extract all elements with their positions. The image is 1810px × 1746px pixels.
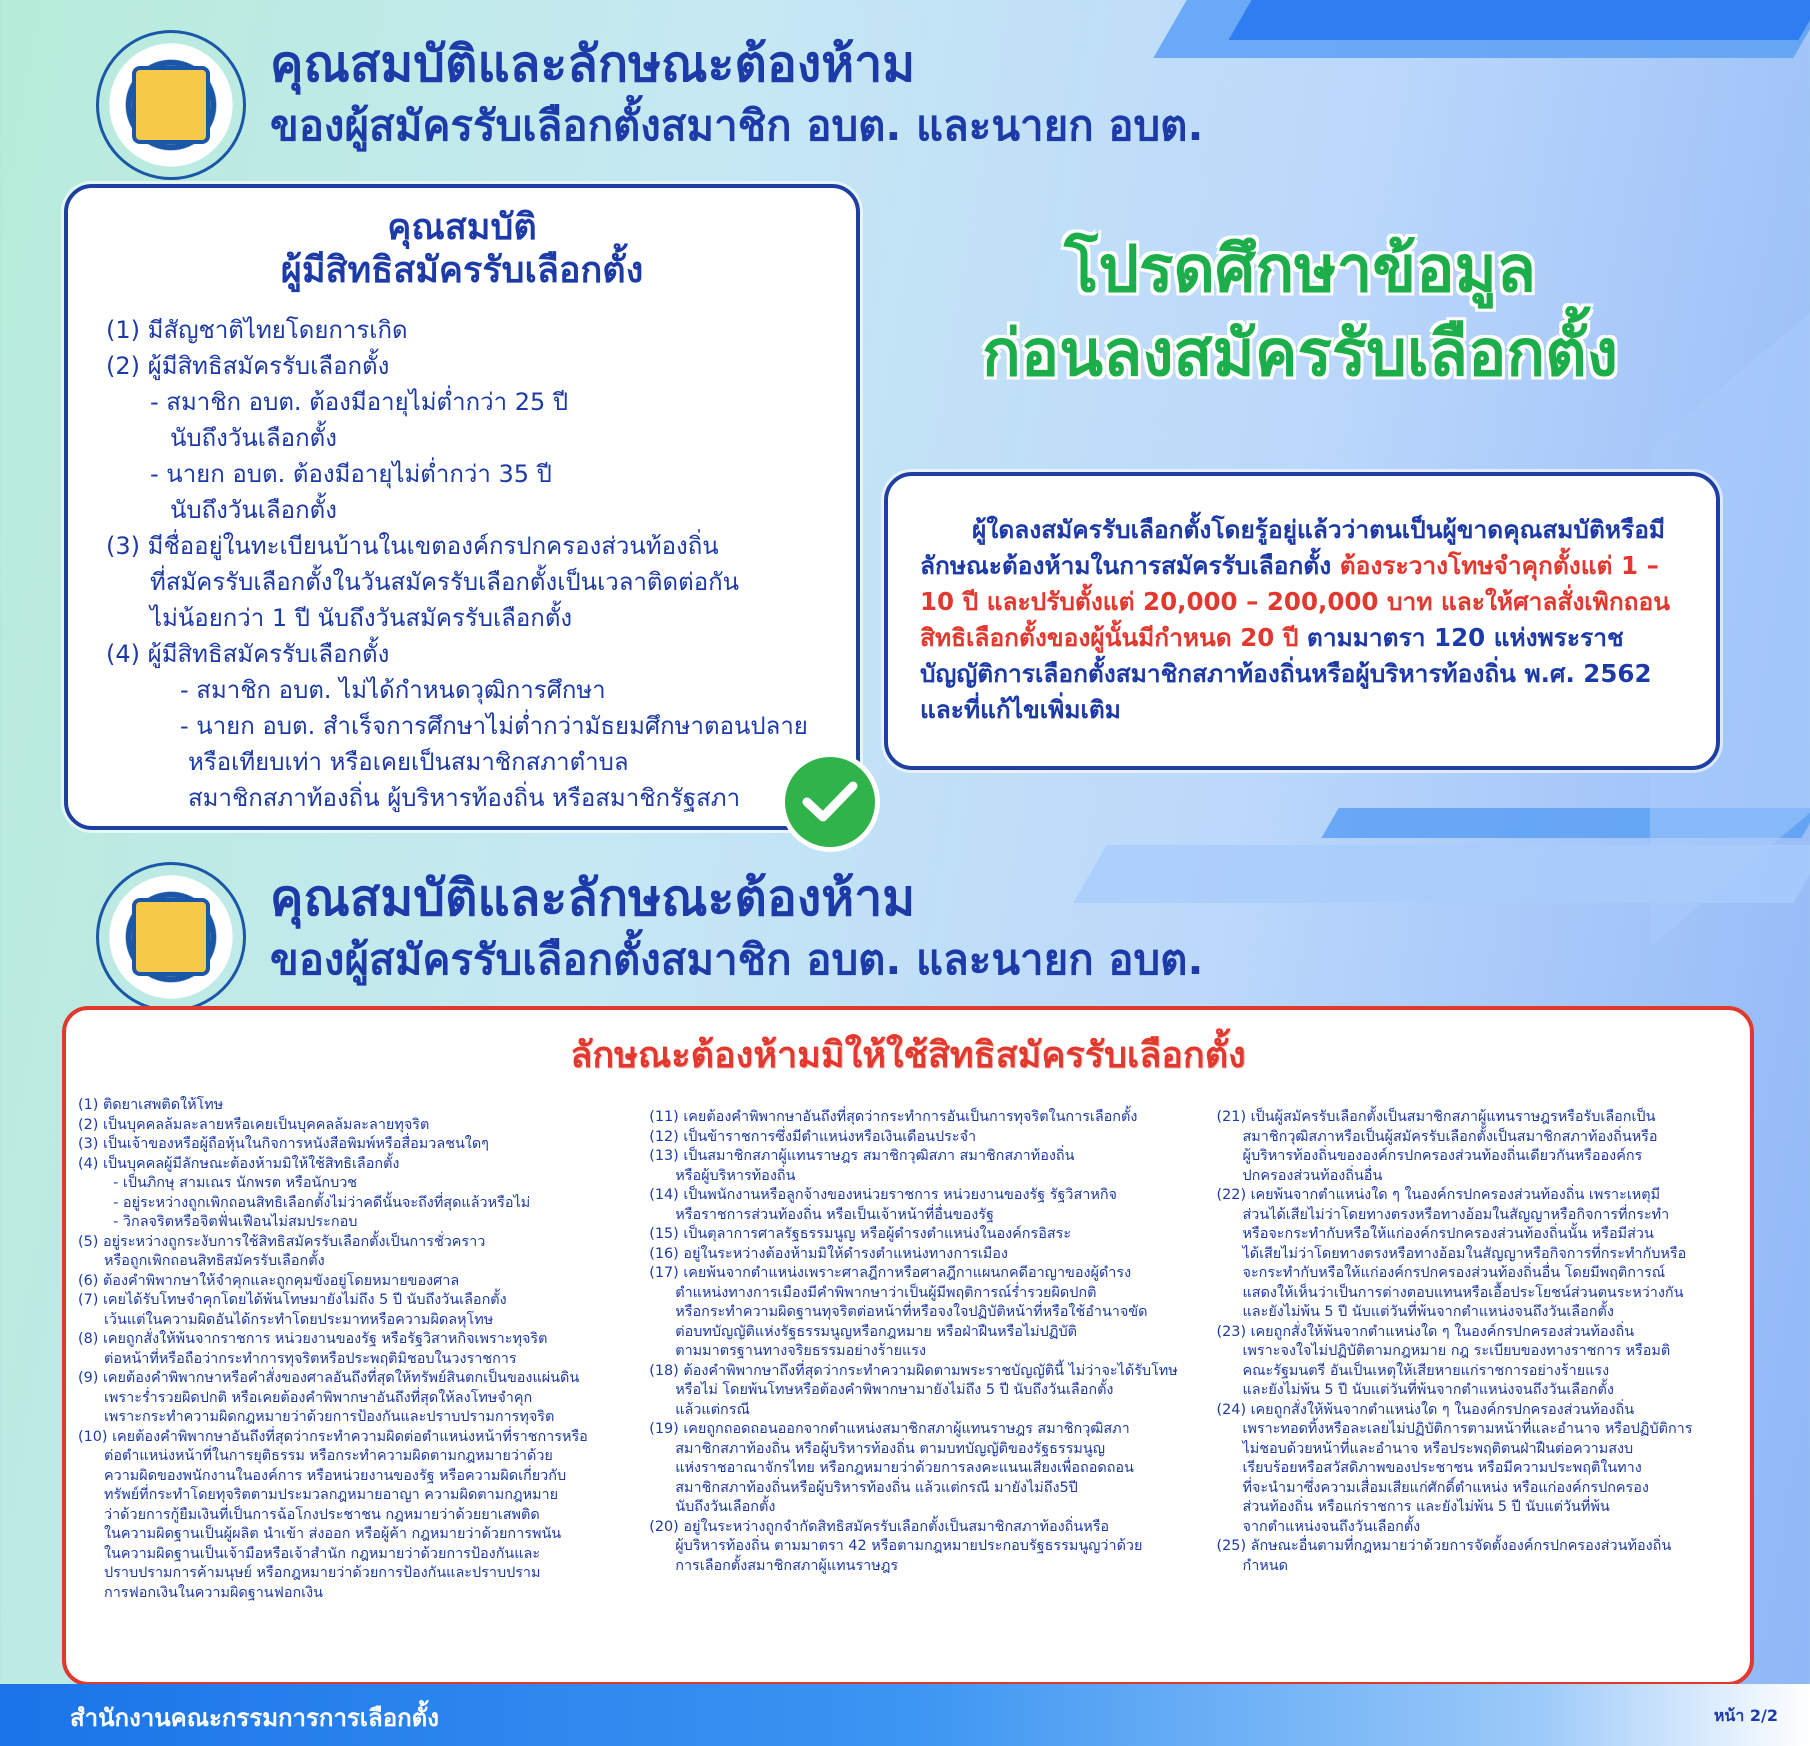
prohibition-col-3 [1217,1092,1738,1603]
prohibition-item: ส่วนได้เสียไม่ว่าโดยทางตรงหรือทางอ้อมในสัญญาหรือกิจการที่กระทำ [1242,1206,1670,1223]
prohibition-item: ส่วนท้องถิ่น หรือแก่ราชการ และยังไม่พ้น 5 ปี นับแต่วันที่พ้น [1242,1499,1610,1515]
prohibition-item: (25) ลักษณะอื่นตามที่กฎหมายว่าด้วยการจัดตั้งองค์กรปกครองส่วนท้องถิ่น [1216,1538,1672,1554]
prohibition-item: และยังไม่พ้น 5 ปี นับแต่วันที่พ้นจากตำแหน่งจนถึงวันเลือกตั้ง [1242,1304,1614,1320]
prohibition-item: ในความผิดฐานเป็นผู้ผลิต นำเข้า ส่งออก หรือผู้ค้า กฎหมายว่าด้วยการพนัน [104,1526,562,1542]
prohibition-item: (17) เคยพ้นจากตำแหน่งเพราะศาลฎีกาหรือศาลฎีกาแผนกคดีอาญาของผู้ดำรง [649,1265,1132,1281]
prohibition-item: หรือไม่ โดยพ้นโทษหรือต้องคำพิพากษามายังไม่ถึง 5 ปี นับถึงวันเลือกตั้ง [675,1382,1114,1398]
prohibition-item: (9) เคยต้องคำพิพากษาหรือคำสั่งของศาลอันถึงที่สุดให้ทรัพย์สินตกเป็นของแผ่นดิน [78,1370,580,1386]
prohibition-item: และยังไม่พ้น 5 ปี นับแต่วันที่พ้นจากตำแหน่งจนถึงวันเลือกตั้ง [1242,1382,1614,1398]
prohibition-item: - เป็นภิกษุ สามเณร นักพรต หรือนักบวช [104,1175,358,1191]
prohibition-item: (12) เป็นข้าราชการซึ่งมีตำแหน่งหรือเงินเดือนประจำ [649,1128,977,1145]
prohibition-item: (20) อยู่ในระหว่างถูกจำกัดสิทธิสมัครรับเลือกตั้งเป็นสมาชิกสภาท้องถิ่นหรือ [649,1518,1110,1535]
prohibition-item: (14) เป็นพนักงานหรือลูกจ้างของหน่วยราชการ หน่วยงานของรัฐ รัฐวิสาหกิจ [649,1187,1117,1203]
footer-bar [0,1684,1810,1746]
prohibition-item: (18) ต้องคำพิพากษาถึงที่สุดว่ากระทำความผิดตามพระราชบัญญัตินี้ ไม่ว่าจะได้รับโทษ [649,1362,1178,1379]
qualification-item: (1) มีสัญชาติไทยโดยการเกิด [106,316,408,345]
header-title: คุณสมบัติและลักษณะต้องห้าม [270,35,916,93]
prohibition-item: สมาชิกวุฒิสภาหรือเป็นผู้สมัครรับเลือกตั้งเป็นสมาชิกสภาท้องถิ่นหรือ [1242,1128,1658,1145]
prohibition-item: (8) เคยถูกสั่งให้พ้นจากราชการ หน่วยงานของรัฐ หรือรัฐวิสาหกิจเพราะทุจริต [78,1331,548,1347]
decor-band-top-dark [1228,0,1810,40]
prohibition-item: ไม่ชอบด้วยหน้าที่และอำนาจ หรือประพฤติตนฝ่าฝืนต่อความสงบ [1242,1440,1634,1457]
prohibition-item: - วิกลจริตหรือจิตฟั่นเฟือนไม่สมประกอบ [104,1214,358,1230]
qualification-item: (2) ผู้มีสิทธิสมัครรับเลือกตั้ง [106,352,390,381]
header-top [270,36,1203,150]
qualification-item: (4) ผู้มีสิทธิสมัครรับเลือกตั้ง [106,640,390,669]
penalty-warning-card [884,472,1720,770]
prohibition-item: (4) เป็นบุคคลผู้มีลักษณะต้องห้ามมิให้ใช้สิทธิเลือกตั้ง [78,1155,400,1172]
qualification-item: นับถึงวันเลือกตั้ง [170,424,337,453]
prohibition-item: หรือราชการส่วนท้องถิ่น หรือเป็นเจ้าหน้าที่อื่นของรัฐ [675,1206,994,1223]
prohibition-item: (15) เป็นตุลาการศาลรัฐธรรมนูญ หรือผู้ดำรงตำแหน่งในองค์กรอิสระ [649,1226,1072,1242]
prohibition-item: จากตำแหน่งจนถึงวันเลือกตั้ง [1242,1518,1421,1535]
qualification-title: คุณสมบัติ ผู้มีสิทธิสมัครรับเลือกตั้ง [280,207,644,292]
prohibition-item: (6) ต้องคำพิพากษาให้จำคุกและถูกคุมขังอยู่โดยหมายของศาล [78,1272,460,1289]
prohibition-item: (3) เป็นเจ้าของหรือผู้ถือหุ้นในกิจการหนังสือพิมพ์หรือสื่อมวลชนใดๆ [78,1136,489,1152]
header-title-2: คุณสมบัติและลักษณะต้องห้าม [270,869,916,927]
prohibition-item: ความผิดของพนักงานในองค์การ หรือหน่วยงานของรัฐ หรือความผิดเกี่ยวกับ [104,1467,567,1484]
qualification-item: หรือเทียบเท่า หรือเคยเป็นสมาชิกสภาตำบล [188,748,629,777]
prohibition-item: หรือผู้บริหารท้องถิ่น [675,1167,796,1184]
prohibition-item: แสดงให้เห็นว่าเป็นการต่างตอบแทนหรือเอื้อประโยชน์ส่วนตนระหว่างกัน [1242,1284,1684,1301]
prohibition-item: ทรัพย์ที่กระทำโดยทุจริตตามประมวลกฎหมายอาญา ความผิดตามกฎหมาย [104,1487,559,1503]
prohibition-columns [78,1092,1738,1603]
footer-org: สำนักงานคณะกรรมการการเลือกตั้ง [70,1704,439,1732]
qualification-item: นับถึงวันเลือกตั้ง [170,496,337,525]
prohibition-col-2 [649,1092,1216,1603]
prohibition-item: ต่อหน้าที่หรือถือว่ากระทำการทุจริตหรือประพฤติมิชอบในวงราชการ [104,1350,517,1367]
prohibition-item: ตามมาตรฐานทางจริยธรรมอย่างร้ายแรง [675,1343,927,1359]
prohibition-item: สมาชิกสภาท้องถิ่นหรือผู้บริหารท้องถิ่น แล้วแต่กรณี มายังไม่ถึง5ปี [675,1479,1078,1496]
prohibition-item: ในความผิดฐานเป็นเจ้ามือหรือเจ้าสำนัก กฎหมายว่าด้วยการป้องกันและ [104,1545,541,1562]
header-second [270,870,1203,984]
qualification-item: ไม่น้อยกว่า 1 ปี นับถึงวันสมัครรับเลือกตั้ง [150,604,573,633]
prohibition-item: นับถึงวันเลือกตั้ง [675,1499,776,1515]
header-subtitle: ของผู้สมัครรับเลือกตั้งสมาชิก อบต. และนายก อบต. [270,100,1204,150]
prohibition-item: (24) เคยถูกสั่งให้พ้นจากตำแหน่งใด ๆ ในองค์กรปกครองส่วนท้องถิ่น [1216,1401,1635,1418]
prohibition-item: (16) อยู่ในระหว่างต้องห้ามมิให้ดำรงตำแหน่งทางการเมือง [649,1245,1008,1262]
prohibition-item: หรือจะกระทำกับหรือให้แก่องค์กรปกครองส่วนท้องถิ่นนั้น หรือมีส่วน [1242,1226,1654,1242]
prohibition-item: ที่จะนำมาซึ่งความเสื่อมเสียแก่ศักดิ์ตำแหน่ง หรือแก่องค์กรปกครอง [1242,1479,1649,1496]
prohibition-item: (7) เคยได้รับโทษจำคุกโดยได้พ้นโทษมายังไม่ถึง 5 ปี นับถึงวันเลือกตั้ง [78,1292,507,1308]
prohibition-item: สมาชิกสภาท้องถิ่น หรือผู้บริหารท้องถิ่น ตามบทบัญญัติของรัฐธรรมนูญ [675,1440,1105,1457]
ect-seal-bottom [96,862,246,1012]
prohibition-item: (10) เคยต้องคำพิพากษาอันถึงที่สุดว่ากระทำความผิดต่อตำแหน่งหน้าที่ราชการหรือ [78,1428,588,1445]
prohibition-item: (21) เป็นผู้สมัครรับเลือกตั้งเป็นสมาชิกสภาผู้แทนราษฎรหรือรับเลือกเป็น [1216,1109,1656,1125]
qualification-item: สมาชิกสภาท้องถิ่น ผู้บริหารท้องถิ่น หรือสมาชิกรัฐสภา [188,784,741,813]
prohibition-item: กำหนด [1242,1557,1288,1574]
prohibition-item: (1) ติดยาเสพติดให้โทษ [78,1097,224,1113]
study-notice: โปรดศึกษาข้อมูล ก่อนลงสมัครรับเลือกตั้ง [982,233,1618,391]
prohibition-item: ต่อตำแหน่งหน้าที่ในการยุติธรรม หรือกระทำความผิดตามกฎหมายว่าด้วย [104,1448,553,1464]
penalty-warning-text: ผู้ใดลงสมัครรับเลือกตั้งโดยรู้อยู่แล้วว่าตนเป็นผู้ขาดคุณสมบัติหรือมีลักษณะต้องห้ามในการสมัครรับเลือกตั้ง ต้องระวางโทษจำคุกตั้งแต่ 1 – 10 ปี และปรับตั้งแต่ 20,000 – 200,000 บาท และให้ศาลสั่งเพิกถอนสิทธิเลือกตั้งของผู้นั้นมีกำหนด 20 ปี ตามมาตรา 120 แห่งพระราชบัญญัติการเลือกตั้งสมาชิกสภาท้องถิ่นหรือผู้บริหารท้องถิ่น พ.ศ. 2562 และที่แก้ไขเพิ่มเติม [920,515,1670,724]
prohibition-item: เพราะร่ำรวยผิดปกติ หรือเคยต้องคำพิพากษาอันถึงที่สุดให้ลงโทษจำคุก [104,1389,533,1406]
prohibition-item: หรือถูกเพิกถอนสิทธิสมัครรับเลือกตั้ง [104,1253,325,1269]
page-number: หน้า 2/2 [1713,1706,1778,1725]
prohibition-item: ต่อบทบัญญัติแห่งรัฐธรรมนูญหรือกฎหมาย หรือฝ่าฝืนหรือไม่ปฏิบัติ [675,1323,1077,1340]
header-subtitle-2: ของผู้สมัครรับเลือกตั้งสมาชิก อบต. และนายก อบต. [270,934,1204,984]
prohibition-item: ผู้บริหารท้องถิ่น ตามมาตรา 42 หรือตามกฎหมายประกอบรัฐธรรมนูญว่าด้วย [675,1538,1143,1554]
prohibition-item: ปราบปรามการค้ามนุษย์ หรือกฎหมายว่าด้วยการป้องกันและปราบปราม [104,1565,541,1581]
check-icon [780,752,880,852]
ect-seal-top [96,30,246,180]
prohibition-item: ปกครองส่วนท้องถิ่นอื่น [1242,1167,1383,1184]
prohibition-item: เรียบร้อยหรือสวัสดิภาพของประชาชน หรือมีความประพฤติในทาง [1242,1460,1642,1476]
qualification-item: - นายก อบต. ต้องมีอายุไม่ต่ำกว่า 35 ปี [150,460,552,489]
prohibition-item: (13) เป็นสมาชิกสภาผู้แทนราษฎร สมาชิกวุฒิสภา สมาชิกสภาท้องถิ่น [649,1148,1075,1164]
prohibition-item: การฟอกเงินในความผิดฐานฟอกเงิน [104,1584,323,1601]
qualification-item: - นายก อบต. สำเร็จการศึกษาไม่ต่ำกว่ามัธยมศึกษาตอนปลาย [180,712,808,741]
prohibition-item: เว้นแต่ในความผิดอันได้กระทำโดยประมาทหรือความผิดลหุโทษ [104,1311,494,1328]
prohibition-item: การเลือกตั้งสมาชิกสภาผู้แทนราษฎร [675,1557,899,1574]
qualification-item: - สมาชิก อบต. ไม่ได้กำหนดวุฒิการศึกษา [180,676,606,705]
prohibition-item: เพราะจงใจไม่ปฏิบัติตามกฎหมาย กฎ ระเบียบของทางราชการ หรือมติ [1242,1343,1671,1359]
qualification-item: ที่สมัครรับเลือกตั้งในวันสมัครรับเลือกตั้งเป็นเวลาติดต่อกัน [150,568,740,597]
prohibition-item: เพราะทอดทิ้งหรือละเลยไม่ปฏิบัติการตามหน้าที่และอำนาจ หรือปฏิบัติการ [1242,1421,1693,1437]
prohibition-title: ลักษณะต้องห้ามมิให้ใช้สิทธิสมัครรับเลือกตั้ง [570,1035,1246,1076]
prohibition-item: - อยู่ระหว่างถูกเพิกถอนสิทธิเลือกตั้งไม่ว่าคดีนั้นจะถึงที่สุดแล้วหรือไม่ [104,1194,531,1211]
prohibition-item: เพราะกระทำความผิดกฎหมายว่าด้วยการป้องกันและปราบปรามการทุจริต [104,1409,555,1425]
qualification-card [64,184,860,830]
prohibition-card [62,1006,1754,1686]
prohibition-item: (2) เป็นบุคคลล้มละลายหรือเคยเป็นบุคคลล้มละลายทุจริต [78,1116,430,1133]
prohibition-item: (22) เคยพ้นจากตำแหน่งใด ๆ ในองค์กรปกครองส่วนท้องถิ่น เพราะเหตุมี [1216,1187,1661,1203]
prohibition-item: แห่งราชอาณาจักรไทย หรือกฎหมายว่าด้วยการลงคะแนนเสียงเพื่อถอดถอน [675,1460,1134,1476]
prohibition-item: (5) อยู่ระหว่างถูกระงับการใช้สิทธิสมัครรับเลือกตั้งเป็นการชั่วคราว [78,1233,486,1250]
prohibition-item: หรือกระทำความผิดฐานทุจริตต่อหน้าที่หรือจงใจปฏิบัติหน้าที่หรือใช้อำนาจขัด [675,1304,1148,1320]
prohibition-item: (23) เคยถูกสั่งให้พ้นจากตำแหน่งใด ๆ ในองค์กรปกครองส่วนท้องถิ่น [1216,1323,1635,1340]
prohibition-item: (11) เคยต้องคำพิพากษาอันถึงที่สุดว่ากระทำการอันเป็นการทุจริตในการเลือกตั้ง [649,1109,1138,1125]
prohibition-item: แล้วแต่กรณี [675,1401,750,1418]
prohibition-item: ว่าด้วยการกู้ยืมเงินที่เป็นการฉ้อโกงประชาชน กฎหมายว่าด้วยยาเสพติด [104,1506,540,1523]
prohibition-item: ตำแหน่งทางการเมืองมีคำพิพากษาว่าเป็นผู้มีพฤติการณ์ร่ำรวยผิดปกติ [675,1284,1097,1301]
prohibition-item: ได้เสียไม่ว่าโดยทางตรงหรือทางอ้อมในสัญญาหรือกิจการที่กระทำกับหรือ [1242,1245,1687,1262]
prohibition-item: คณะรัฐมนตรี อันเป็นเหตุให้เสียหายแก่ราชการอย่างร้ายแรง [1242,1362,1610,1379]
qualification-item: (3) มีชื่ออยู่ในทะเบียนบ้านในเขตองค์กรปกครองส่วนท้องถิ่น [106,532,719,561]
prohibition-item: ผู้บริหารท้องถิ่นขององค์กรปกครองส่วนท้องถิ่นเดียวกันหรือองค์กร [1242,1148,1643,1164]
prohibition-item: จะกระทำกับหรือให้แก่องค์กรปกครองส่วนท้องถิ่นอื่น โดยมีพฤติการณ์ [1242,1265,1666,1281]
prohibition-item: (19) เคยถูกถอดถอนออกจากตำแหน่งสมาชิกสภาผู้แทนราษฎร สมาชิกวุฒิสภา [649,1421,1130,1437]
qualification-list [106,312,856,816]
prohibition-col-1 [78,1092,649,1603]
qualification-item: - สมาชิก อบต. ต้องมีอายุไม่ต่ำกว่า 25 ปี [150,388,569,417]
